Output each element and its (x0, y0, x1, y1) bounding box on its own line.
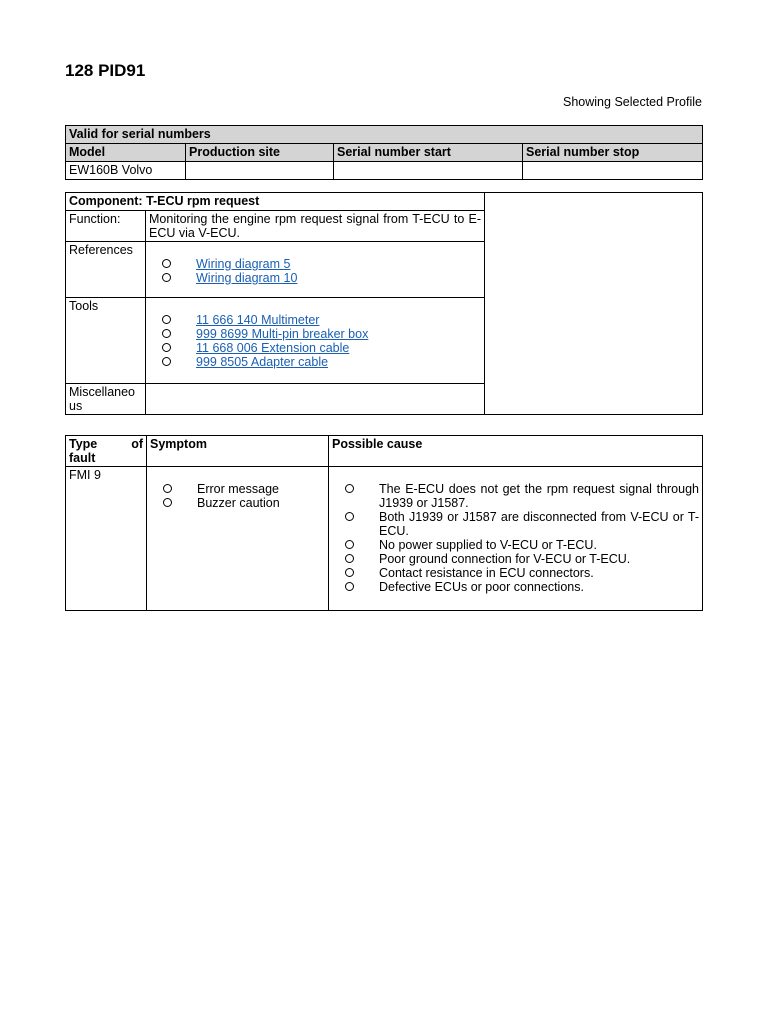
circle-bullet-icon (162, 273, 171, 282)
fault-table (65, 435, 703, 611)
list-item (159, 257, 481, 271)
extension-cable-link[interactable]: 11 668 006 Extension cable (196, 341, 350, 355)
of-word: of (131, 437, 143, 451)
type-of-fault-header (66, 436, 147, 467)
cause-text: Poor ground connection for V-ECU or T-ECU. (379, 552, 631, 566)
misc-label-line2: us (69, 399, 83, 413)
circle-bullet-icon (162, 315, 171, 324)
symptoms-cell (147, 467, 329, 611)
function-text: Monitoring the engine rpm request signal from T-ECU to E-ECU via V-ECU. (146, 211, 485, 242)
cause-text: The E-ECU does not get the rpm request signal through J1939 or J1587. (379, 482, 699, 510)
misc-label-line1: Miscellaneo (69, 385, 136, 399)
cause-text: Contact resistance in ECU connectors. (379, 566, 594, 580)
list-item (159, 341, 481, 355)
serial-numbers-table (65, 125, 703, 180)
type-word: Type (69, 437, 98, 451)
list-item (342, 566, 699, 580)
circle-bullet-icon (162, 329, 171, 338)
miscellaneous-cell (146, 384, 485, 415)
circle-bullet-icon (162, 357, 171, 366)
table-row (66, 467, 703, 611)
fault-word: fault (69, 451, 96, 465)
cell-model: EW160B Volvo (66, 162, 186, 180)
circle-bullet-icon (345, 568, 354, 577)
circle-bullet-icon (163, 484, 172, 493)
list-item (159, 271, 481, 285)
list-item (342, 538, 699, 552)
column-header-serial-start: Serial number start (334, 144, 523, 162)
list-item (342, 580, 699, 594)
list-item (159, 327, 481, 341)
fmi-cell: FMI 9 (66, 467, 147, 611)
cause-text: No power supplied to V-ECU or T-ECU. (379, 538, 597, 552)
symptom-text: Buzzer caution (197, 496, 280, 510)
serial-table-caption: Valid for serial numbers (66, 126, 703, 144)
possible-cause-header: Possible cause (329, 436, 703, 467)
list-item (342, 552, 699, 566)
list-item (342, 510, 699, 538)
breaker-box-link[interactable]: 999 8699 Multi-pin breaker box (196, 327, 369, 341)
column-header-model: Model (66, 144, 186, 162)
references-cell (146, 242, 485, 298)
cause-text: Both J1939 or J1587 are disconnected from V-ECU or T-ECU. (379, 510, 699, 538)
wiring-diagram-5-link[interactable]: Wiring diagram 5 (196, 257, 291, 271)
wiring-diagram-10-link[interactable]: Wiring diagram 10 (196, 271, 298, 285)
table-row (66, 162, 703, 180)
causes-list (332, 482, 699, 594)
tools-list (149, 313, 481, 369)
profile-label: Showing Selected Profile (563, 95, 702, 109)
circle-bullet-icon (162, 259, 171, 268)
list-item (160, 496, 325, 510)
tools-cell (146, 298, 485, 384)
multimeter-link[interactable]: 11 666 140 Multimeter (196, 313, 320, 327)
list-item (159, 313, 481, 327)
cause-text: Defective ECUs or poor connections. (379, 580, 584, 594)
component-table (65, 192, 703, 415)
circle-bullet-icon (163, 498, 172, 507)
references-label: References (66, 242, 146, 298)
column-header-production-site: Production site (186, 144, 334, 162)
symptom-header: Symptom (147, 436, 329, 467)
tools-label: Tools (66, 298, 146, 384)
miscellaneous-label (66, 384, 146, 415)
circle-bullet-icon (162, 343, 171, 352)
circle-bullet-icon (345, 554, 354, 563)
function-label: Function: (66, 211, 146, 242)
page-title: 128 PID91 (65, 61, 146, 80)
cell-serial-start (334, 162, 523, 180)
list-item (160, 482, 325, 496)
circle-bullet-icon (345, 582, 354, 591)
symptom-text: Error message (197, 482, 279, 496)
symptoms-list (150, 482, 325, 510)
component-empty-panel (485, 193, 703, 415)
cell-production-site (186, 162, 334, 180)
list-item (342, 482, 699, 510)
references-list (149, 257, 481, 285)
circle-bullet-icon (345, 540, 354, 549)
component-title: Component: T-ECU rpm request (66, 193, 485, 211)
cell-serial-stop (523, 162, 703, 180)
circle-bullet-icon (345, 484, 354, 493)
list-item (159, 355, 481, 369)
causes-cell (329, 467, 703, 611)
adapter-cable-link[interactable]: 999 8505 Adapter cable (196, 355, 329, 369)
column-header-serial-stop: Serial number stop (523, 144, 703, 162)
circle-bullet-icon (345, 512, 354, 521)
